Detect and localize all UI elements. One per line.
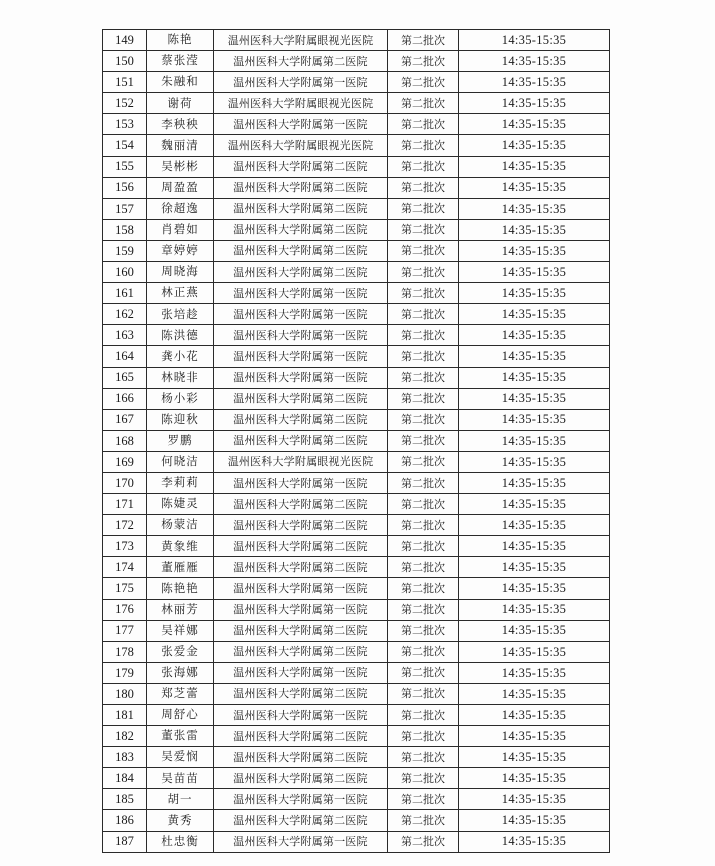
table-row (103, 831, 610, 852)
person-name: 陈艳艳 (147, 578, 214, 599)
person-name: 吴祥娜 (147, 620, 214, 641)
batch-label: 第二批次 (388, 451, 459, 472)
table-row (103, 768, 610, 789)
row-number: 164 (103, 346, 147, 367)
person-name: 谢荷 (147, 93, 214, 114)
person-name: 蔡张滢 (147, 51, 214, 72)
time-slot: 14:35-15:35 (459, 219, 610, 240)
hospital-name: 温州医科大学附属第二医院 (214, 51, 388, 72)
table-row (103, 515, 610, 536)
time-slot: 14:35-15:35 (459, 177, 610, 198)
batch-label: 第二批次 (388, 810, 459, 831)
hospital-name: 温州医科大学附属第二医院 (214, 388, 388, 409)
batch-label: 第二批次 (388, 135, 459, 156)
person-name: 陈婕灵 (147, 494, 214, 515)
hospital-name: 温州医科大学附属第二医院 (214, 262, 388, 283)
row-number: 184 (103, 768, 147, 789)
time-slot: 14:35-15:35 (459, 51, 610, 72)
row-number: 185 (103, 789, 147, 810)
person-name: 黄秀 (147, 810, 214, 831)
person-name: 周舒心 (147, 705, 214, 726)
batch-label: 第二批次 (388, 72, 459, 93)
time-slot: 14:35-15:35 (459, 515, 610, 536)
person-name: 魏丽清 (147, 135, 214, 156)
person-name: 郑芝蕾 (147, 683, 214, 704)
batch-label: 第二批次 (388, 683, 459, 704)
time-slot: 14:35-15:35 (459, 726, 610, 747)
batch-label: 第二批次 (388, 409, 459, 430)
hospital-name: 温州医科大学附属第二医院 (214, 620, 388, 641)
hospital-name: 温州医科大学附属第二医院 (214, 747, 388, 768)
table-row (103, 93, 610, 114)
time-slot: 14:35-15:35 (459, 451, 610, 472)
roster-body (103, 30, 610, 853)
person-name: 张爱金 (147, 641, 214, 662)
hospital-name: 温州医科大学附属第一医院 (214, 472, 388, 493)
person-name: 董雁雁 (147, 557, 214, 578)
time-slot: 14:35-15:35 (459, 262, 610, 283)
person-name: 胡一 (147, 789, 214, 810)
hospital-name: 温州医科大学附属第一医院 (214, 283, 388, 304)
batch-label: 第二批次 (388, 198, 459, 219)
time-slot: 14:35-15:35 (459, 283, 610, 304)
person-name: 李秧秧 (147, 114, 214, 135)
time-slot: 14:35-15:35 (459, 789, 610, 810)
row-number: 169 (103, 451, 147, 472)
time-slot: 14:35-15:35 (459, 472, 610, 493)
time-slot: 14:35-15:35 (459, 620, 610, 641)
hospital-name: 温州医科大学附属第二医院 (214, 768, 388, 789)
time-slot: 14:35-15:35 (459, 599, 610, 620)
time-slot: 14:35-15:35 (459, 409, 610, 430)
person-name: 杨小彩 (147, 388, 214, 409)
hospital-name: 温州医科大学附属第一医院 (214, 346, 388, 367)
row-number: 161 (103, 283, 147, 304)
table-row (103, 557, 610, 578)
table-row (103, 135, 610, 156)
batch-label: 第二批次 (388, 240, 459, 261)
row-number: 149 (103, 30, 147, 51)
time-slot: 14:35-15:35 (459, 536, 610, 557)
hospital-name: 温州医科大学附属第二医院 (214, 240, 388, 261)
batch-label: 第二批次 (388, 346, 459, 367)
batch-label: 第二批次 (388, 620, 459, 641)
time-slot: 14:35-15:35 (459, 705, 610, 726)
row-number: 167 (103, 409, 147, 430)
row-number: 180 (103, 683, 147, 704)
time-slot: 14:35-15:35 (459, 346, 610, 367)
table-row (103, 283, 610, 304)
table-row (103, 810, 610, 831)
hospital-name: 温州医科大学附属第二医院 (214, 430, 388, 451)
row-number: 177 (103, 620, 147, 641)
table-row (103, 599, 610, 620)
batch-label: 第二批次 (388, 599, 459, 620)
hospital-name: 温州医科大学附属第一医院 (214, 705, 388, 726)
row-number: 168 (103, 430, 147, 451)
hospital-name: 温州医科大学附属第一医院 (214, 304, 388, 325)
roster-table (102, 29, 610, 853)
row-number: 178 (103, 641, 147, 662)
batch-label: 第二批次 (388, 304, 459, 325)
row-number: 174 (103, 557, 147, 578)
time-slot: 14:35-15:35 (459, 367, 610, 388)
time-slot: 14:35-15:35 (459, 810, 610, 831)
table-row (103, 494, 610, 515)
batch-label: 第二批次 (388, 768, 459, 789)
batch-label: 第二批次 (388, 30, 459, 51)
row-number: 160 (103, 262, 147, 283)
table-row (103, 662, 610, 683)
row-number: 172 (103, 515, 147, 536)
row-number: 166 (103, 388, 147, 409)
row-number: 183 (103, 747, 147, 768)
time-slot: 14:35-15:35 (459, 240, 610, 261)
row-number: 181 (103, 705, 147, 726)
hospital-name: 温州医科大学附属第一医院 (214, 72, 388, 93)
time-slot: 14:35-15:35 (459, 641, 610, 662)
row-number: 170 (103, 472, 147, 493)
time-slot: 14:35-15:35 (459, 747, 610, 768)
person-name: 董张雷 (147, 726, 214, 747)
batch-label: 第二批次 (388, 641, 459, 662)
hospital-name: 温州医科大学附属眼视光医院 (214, 451, 388, 472)
time-slot: 14:35-15:35 (459, 156, 610, 177)
table-row (103, 747, 610, 768)
person-name: 吴苗苗 (147, 768, 214, 789)
person-name: 吴爱悯 (147, 747, 214, 768)
batch-label: 第二批次 (388, 430, 459, 451)
time-slot: 14:35-15:35 (459, 135, 610, 156)
hospital-name: 温州医科大学附属第二医院 (214, 641, 388, 662)
row-number: 153 (103, 114, 147, 135)
hospital-name: 温州医科大学附属第二医院 (214, 494, 388, 515)
row-number: 165 (103, 367, 147, 388)
batch-label: 第二批次 (388, 325, 459, 346)
batch-label: 第二批次 (388, 536, 459, 557)
row-number: 151 (103, 72, 147, 93)
row-number: 154 (103, 135, 147, 156)
table-row (103, 536, 610, 557)
time-slot: 14:35-15:35 (459, 768, 610, 789)
hospital-name: 温州医科大学附属第一医院 (214, 789, 388, 810)
time-slot: 14:35-15:35 (459, 198, 610, 219)
row-number: 175 (103, 578, 147, 599)
hospital-name: 温州医科大学附属第二医院 (214, 219, 388, 240)
hospital-name: 温州医科大学附属第二医院 (214, 536, 388, 557)
row-number: 163 (103, 325, 147, 346)
batch-label: 第二批次 (388, 705, 459, 726)
table-row (103, 409, 610, 430)
batch-label: 第二批次 (388, 726, 459, 747)
batch-label: 第二批次 (388, 114, 459, 135)
time-slot: 14:35-15:35 (459, 557, 610, 578)
hospital-name: 温州医科大学附属第二医院 (214, 177, 388, 198)
person-name: 何晓洁 (147, 451, 214, 472)
table-row (103, 578, 610, 599)
person-name: 杜忠衡 (147, 831, 214, 852)
table-row (103, 726, 610, 747)
batch-label: 第二批次 (388, 557, 459, 578)
batch-label: 第二批次 (388, 789, 459, 810)
row-number: 171 (103, 494, 147, 515)
table-row (103, 346, 610, 367)
table-row (103, 240, 610, 261)
person-name: 肖碧如 (147, 219, 214, 240)
row-number: 158 (103, 219, 147, 240)
time-slot: 14:35-15:35 (459, 388, 610, 409)
table-row (103, 304, 610, 325)
table-row (103, 388, 610, 409)
person-name: 陈洪德 (147, 325, 214, 346)
time-slot: 14:35-15:35 (459, 683, 610, 704)
hospital-name: 温州医科大学附属第一医院 (214, 114, 388, 135)
hospital-name: 温州医科大学附属第一医院 (214, 599, 388, 620)
hospital-name: 温州医科大学附属第二医院 (214, 156, 388, 177)
batch-label: 第二批次 (388, 156, 459, 177)
hospital-name: 温州医科大学附属第一医院 (214, 831, 388, 852)
time-slot: 14:35-15:35 (459, 72, 610, 93)
batch-label: 第二批次 (388, 515, 459, 536)
person-name: 林丽芳 (147, 599, 214, 620)
hospital-name: 温州医科大学附属第一医院 (214, 367, 388, 388)
batch-label: 第二批次 (388, 367, 459, 388)
time-slot: 14:35-15:35 (459, 494, 610, 515)
table-row (103, 72, 610, 93)
person-name: 龚小花 (147, 346, 214, 367)
person-name: 李莉莉 (147, 472, 214, 493)
person-name: 吴彬彬 (147, 156, 214, 177)
person-name: 罗鹏 (147, 430, 214, 451)
person-name: 张海娜 (147, 662, 214, 683)
hospital-name: 温州医科大学附属眼视光医院 (214, 30, 388, 51)
person-name: 林正燕 (147, 283, 214, 304)
hospital-name: 温州医科大学附属第二医院 (214, 557, 388, 578)
row-number: 159 (103, 240, 147, 261)
person-name: 徐超逸 (147, 198, 214, 219)
hospital-name: 温州医科大学附属第二医院 (214, 726, 388, 747)
hospital-name: 温州医科大学附属第一医院 (214, 578, 388, 599)
batch-label: 第二批次 (388, 578, 459, 599)
time-slot: 14:35-15:35 (459, 93, 610, 114)
table-row (103, 451, 610, 472)
row-number: 150 (103, 51, 147, 72)
person-name: 陈艳 (147, 30, 214, 51)
table-row (103, 472, 610, 493)
time-slot: 14:35-15:35 (459, 578, 610, 599)
batch-label: 第二批次 (388, 177, 459, 198)
time-slot: 14:35-15:35 (459, 430, 610, 451)
row-number: 182 (103, 726, 147, 747)
table-row (103, 51, 610, 72)
batch-label: 第二批次 (388, 472, 459, 493)
batch-label: 第二批次 (388, 831, 459, 852)
table-row (103, 156, 610, 177)
table-row (103, 641, 610, 662)
table-row (103, 705, 610, 726)
batch-label: 第二批次 (388, 494, 459, 515)
table-row (103, 620, 610, 641)
time-slot: 14:35-15:35 (459, 304, 610, 325)
table-row (103, 683, 610, 704)
table-row (103, 325, 610, 346)
hospital-name: 温州医科大学附属眼视光医院 (214, 93, 388, 114)
time-slot: 14:35-15:35 (459, 114, 610, 135)
row-number: 155 (103, 156, 147, 177)
batch-label: 第二批次 (388, 262, 459, 283)
row-number: 156 (103, 177, 147, 198)
time-slot: 14:35-15:35 (459, 831, 610, 852)
table-row (103, 430, 610, 451)
row-number: 157 (103, 198, 147, 219)
hospital-name: 温州医科大学附属第二医院 (214, 409, 388, 430)
table-row (103, 30, 610, 51)
hospital-name: 温州医科大学附属第二医院 (214, 515, 388, 536)
batch-label: 第二批次 (388, 219, 459, 240)
person-name: 章婷婷 (147, 240, 214, 261)
person-name: 张培趁 (147, 304, 214, 325)
batch-label: 第二批次 (388, 93, 459, 114)
table-row (103, 114, 610, 135)
time-slot: 14:35-15:35 (459, 30, 610, 51)
row-number: 176 (103, 599, 147, 620)
row-number: 152 (103, 93, 147, 114)
hospital-name: 温州医科大学附属眼视光医院 (214, 135, 388, 156)
hospital-name: 温州医科大学附属第一医院 (214, 662, 388, 683)
row-number: 187 (103, 831, 147, 852)
batch-label: 第二批次 (388, 283, 459, 304)
hospital-name: 温州医科大学附属第二医院 (214, 810, 388, 831)
table-row (103, 262, 610, 283)
row-number: 173 (103, 536, 147, 557)
time-slot: 14:35-15:35 (459, 662, 610, 683)
hospital-name: 温州医科大学附属第二医院 (214, 198, 388, 219)
batch-label: 第二批次 (388, 51, 459, 72)
batch-label: 第二批次 (388, 662, 459, 683)
row-number: 186 (103, 810, 147, 831)
batch-label: 第二批次 (388, 747, 459, 768)
person-name: 陈迎秋 (147, 409, 214, 430)
time-slot: 14:35-15:35 (459, 325, 610, 346)
hospital-name: 温州医科大学附属第一医院 (214, 325, 388, 346)
table-row (103, 198, 610, 219)
batch-label: 第二批次 (388, 388, 459, 409)
person-name: 杨蒙洁 (147, 515, 214, 536)
person-name: 朱融和 (147, 72, 214, 93)
person-name: 周盈盈 (147, 177, 214, 198)
person-name: 黄象维 (147, 536, 214, 557)
row-number: 162 (103, 304, 147, 325)
table-row (103, 367, 610, 388)
person-name: 林晓非 (147, 367, 214, 388)
table-row (103, 219, 610, 240)
table-row (103, 177, 610, 198)
table-row (103, 789, 610, 810)
person-name: 周晓海 (147, 262, 214, 283)
row-number: 179 (103, 662, 147, 683)
hospital-name: 温州医科大学附属第二医院 (214, 683, 388, 704)
